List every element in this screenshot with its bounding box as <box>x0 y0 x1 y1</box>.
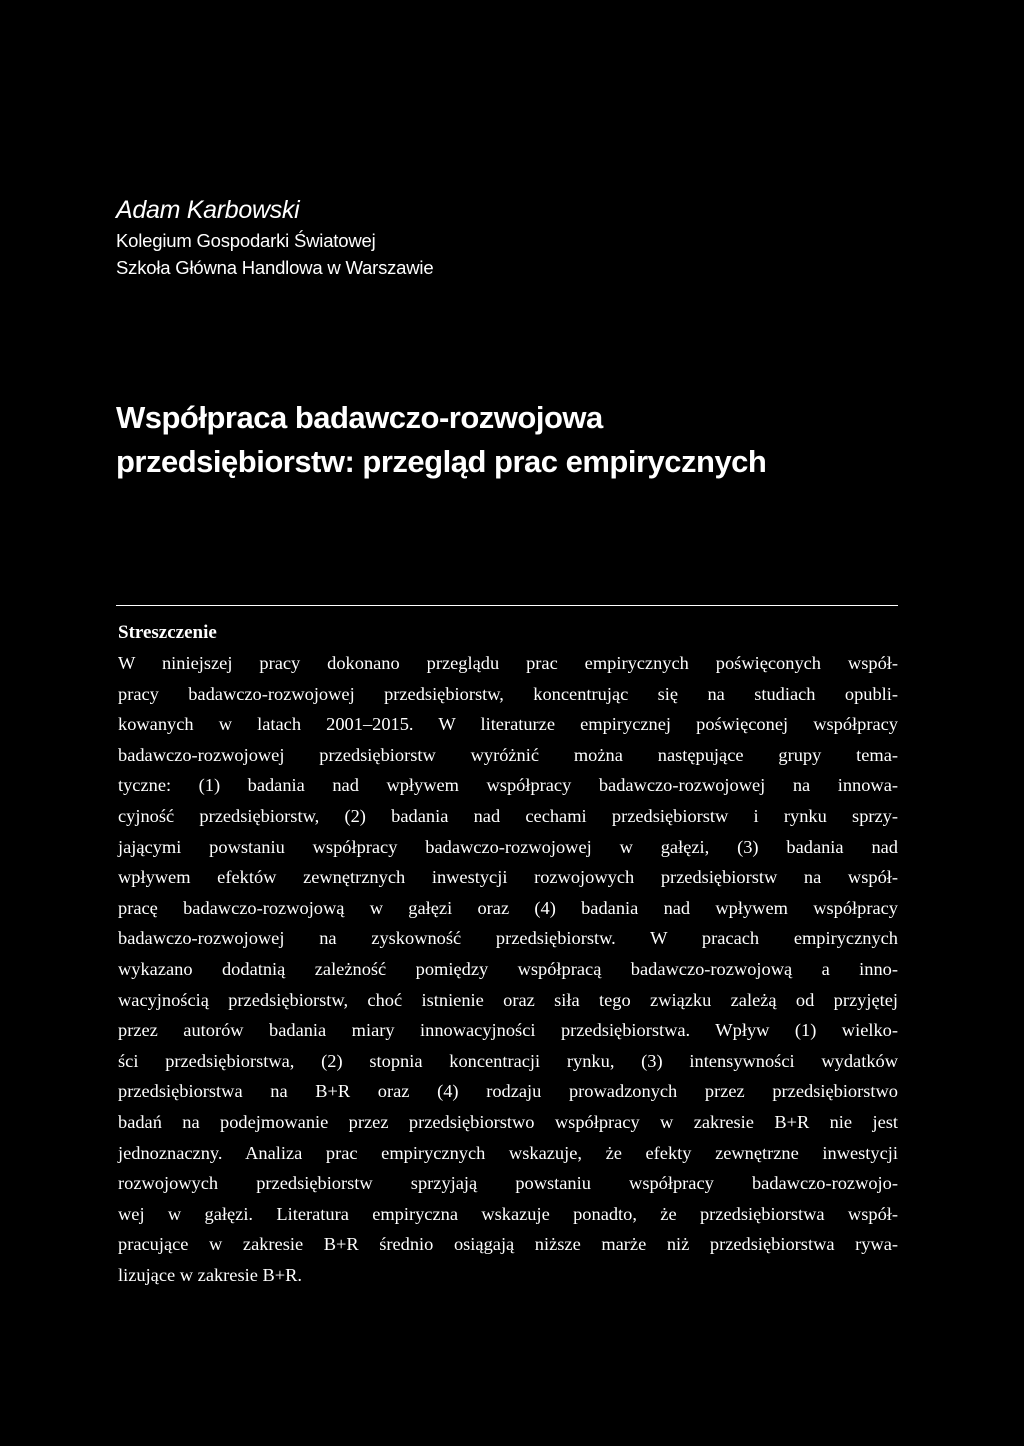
abstract-section <box>118 618 898 1290</box>
abstract-line: pracę badawczo-rozwojową w gałęzi oraz (4) badania nad wpływem współpracy <box>118 897 898 918</box>
abstract-line: badań na podejmowanie przez przedsiębiorstwo współpracy w zakresie B+R nie jest <box>118 1111 898 1132</box>
abstract-line: ści przedsiębiorstwa, (2) stopnia koncentracji rynku, (3) intensywności wydatków <box>118 1050 898 1071</box>
section-divider <box>116 605 898 606</box>
abstract-line: badawczo-rozwojowej przedsiębiorstw wyróżnić można następujące grupy tema- <box>118 744 898 765</box>
abstract-line: wej w gałęzi. Literatura empiryczna wskazuje ponadto, że przedsiębiorstwa współ- <box>118 1203 898 1224</box>
abstract-line: wpływem efektów zewnętrznych inwestycji rozwojowych przedsiębiorstw na współ- <box>118 867 898 888</box>
abstract-line: W niniejszej pracy dokonano przeglądu prac empirycznych poświęconych współ- <box>118 653 898 673</box>
author-affiliation-university: Szkoła Główna Handlowa w Warszawie <box>116 257 434 278</box>
abstract-line: rozwojowych przedsiębiorstw sprzyjają powstaniu współpracy badawczo-rozwojo- <box>118 1173 898 1194</box>
abstract-line: wacyjnością przedsiębiorstw, choć istnienie oraz siła tego związku zależą od przyjętej <box>118 989 898 1010</box>
abstract-line: przedsiębiorstwa na B+R oraz (4) rodzaju prowadzonych przez przedsiębiorstwo <box>118 1081 898 1102</box>
abstract-line: jednoznaczny. Analiza prac empirycznych wskazuje, że efekty zewnętrzne inwestycji <box>118 1142 898 1163</box>
author-block <box>116 193 906 281</box>
abstract-line: tyczne: (1) badania nad wpływem współpracy badawczo-rozwojowej na innowa- <box>118 775 898 796</box>
abstract-line: cyjność przedsiębiorstw, (2) badania nad cechami przedsiębiorstw i rynku sprzy- <box>118 805 898 826</box>
paper-title-line: Współpraca badawczo-rozwojowa <box>116 400 603 435</box>
paper-title <box>116 396 916 484</box>
abstract-heading: Streszczenie <box>118 622 217 643</box>
abstract-line: badawczo-rozwojowej na zyskowność przedsiębiorstw. W pracach empirycznych <box>118 928 898 949</box>
abstract-line: lizujące w zakresie B+R. <box>118 1264 302 1285</box>
author-name: Adam Karbowski <box>116 196 300 224</box>
paper-title-line: przedsiębiorstw: przegląd prac empirycznych <box>116 444 767 479</box>
abstract-line: pracy badawczo-rozwojowej przedsiębiorstw, koncentrując się na studiach opubli- <box>118 683 898 704</box>
abstract-line: jającymi powstaniu współpracy badawczo-rozwojowej w gałęzi, (3) badania nad <box>118 836 898 857</box>
abstract-line: kowanych w latach 2001–2015. W literaturze empirycznej poświęconej współpracy <box>118 714 898 735</box>
author-affiliation-college: Kolegium Gospodarki Światowej <box>116 230 376 251</box>
abstract-line: wykazano dodatnią zależność pomiędzy współpracą badawczo-rozwojową a inno- <box>118 958 898 979</box>
abstract-body <box>118 648 898 1290</box>
abstract-line: przez autorów badania miary innowacyjności przedsiębiorstwa. Wpływ (1) wielko- <box>118 1020 898 1041</box>
abstract-line: pracujące w zakresie B+R średnio osiągają niższe marże niż przedsiębiorstwa rywa- <box>118 1234 898 1255</box>
